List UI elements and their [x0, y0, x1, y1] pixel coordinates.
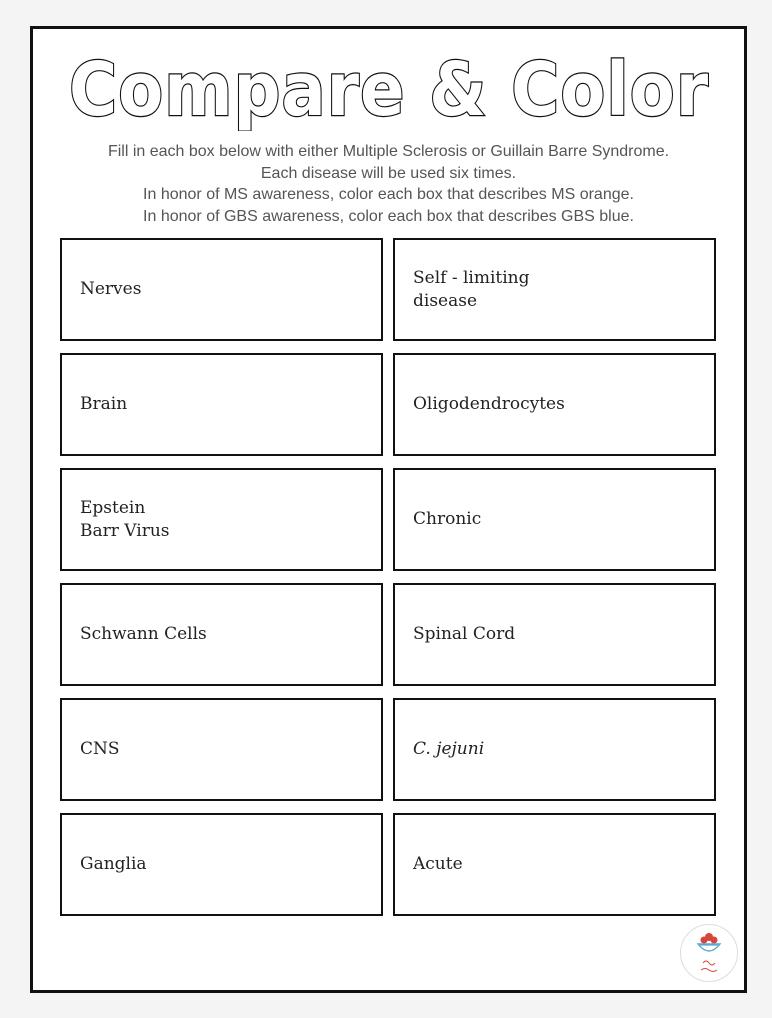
instruction-line: Each disease will be used six times.	[260, 164, 517, 182]
box-label: Self - limiting disease	[413, 267, 530, 311]
box-acute[interactable]	[393, 813, 716, 916]
box-schwann-cells[interactable]	[60, 583, 383, 686]
box-self-limiting[interactable]	[393, 238, 716, 341]
page-title: Compare & Color	[68, 51, 709, 131]
box-label: Nerves	[80, 279, 142, 299]
strawberry-bowl-logo-icon	[680, 924, 738, 982]
box-label: Schwann Cells	[80, 624, 207, 644]
box-ganglia[interactable]	[60, 813, 383, 916]
box-label: C. jejuni	[413, 739, 485, 759]
worksheet-page	[30, 26, 747, 993]
instruction-line: In honor of GBS awareness, color each box that describes GBS blue.	[143, 207, 634, 225]
logo-graphic	[681, 925, 737, 981]
box-label: Oligodendrocytes	[413, 394, 565, 414]
box-cns[interactable]	[60, 698, 383, 801]
box-brain[interactable]	[60, 353, 383, 456]
box-label: Ganglia	[80, 854, 147, 874]
title-banner	[33, 51, 744, 131]
box-oligodendrocytes[interactable]	[393, 353, 716, 456]
box-label: CNS	[80, 739, 120, 759]
box-nerves[interactable]	[60, 238, 383, 341]
box-label: Brain	[80, 394, 128, 414]
box-spinal-cord[interactable]	[393, 583, 716, 686]
box-label: Acute	[413, 854, 463, 874]
box-label: Chronic	[413, 509, 482, 529]
box-epstein-barr[interactable]	[60, 468, 383, 571]
box-c-jejuni[interactable]	[393, 698, 716, 801]
box-label: Epstein Barr Virus	[80, 497, 170, 541]
instructions	[33, 141, 744, 227]
box-chronic[interactable]	[393, 468, 716, 571]
title-graphic	[59, 51, 719, 131]
compare-grid	[60, 238, 719, 916]
box-label: Spinal Cord	[413, 624, 516, 644]
instruction-line: In honor of MS awareness, color each box that describes MS orange.	[143, 186, 634, 203]
instruction-line: Fill in each box below with either Multiple Sclerosis or Guillain Barre Syndrome.	[107, 143, 670, 160]
